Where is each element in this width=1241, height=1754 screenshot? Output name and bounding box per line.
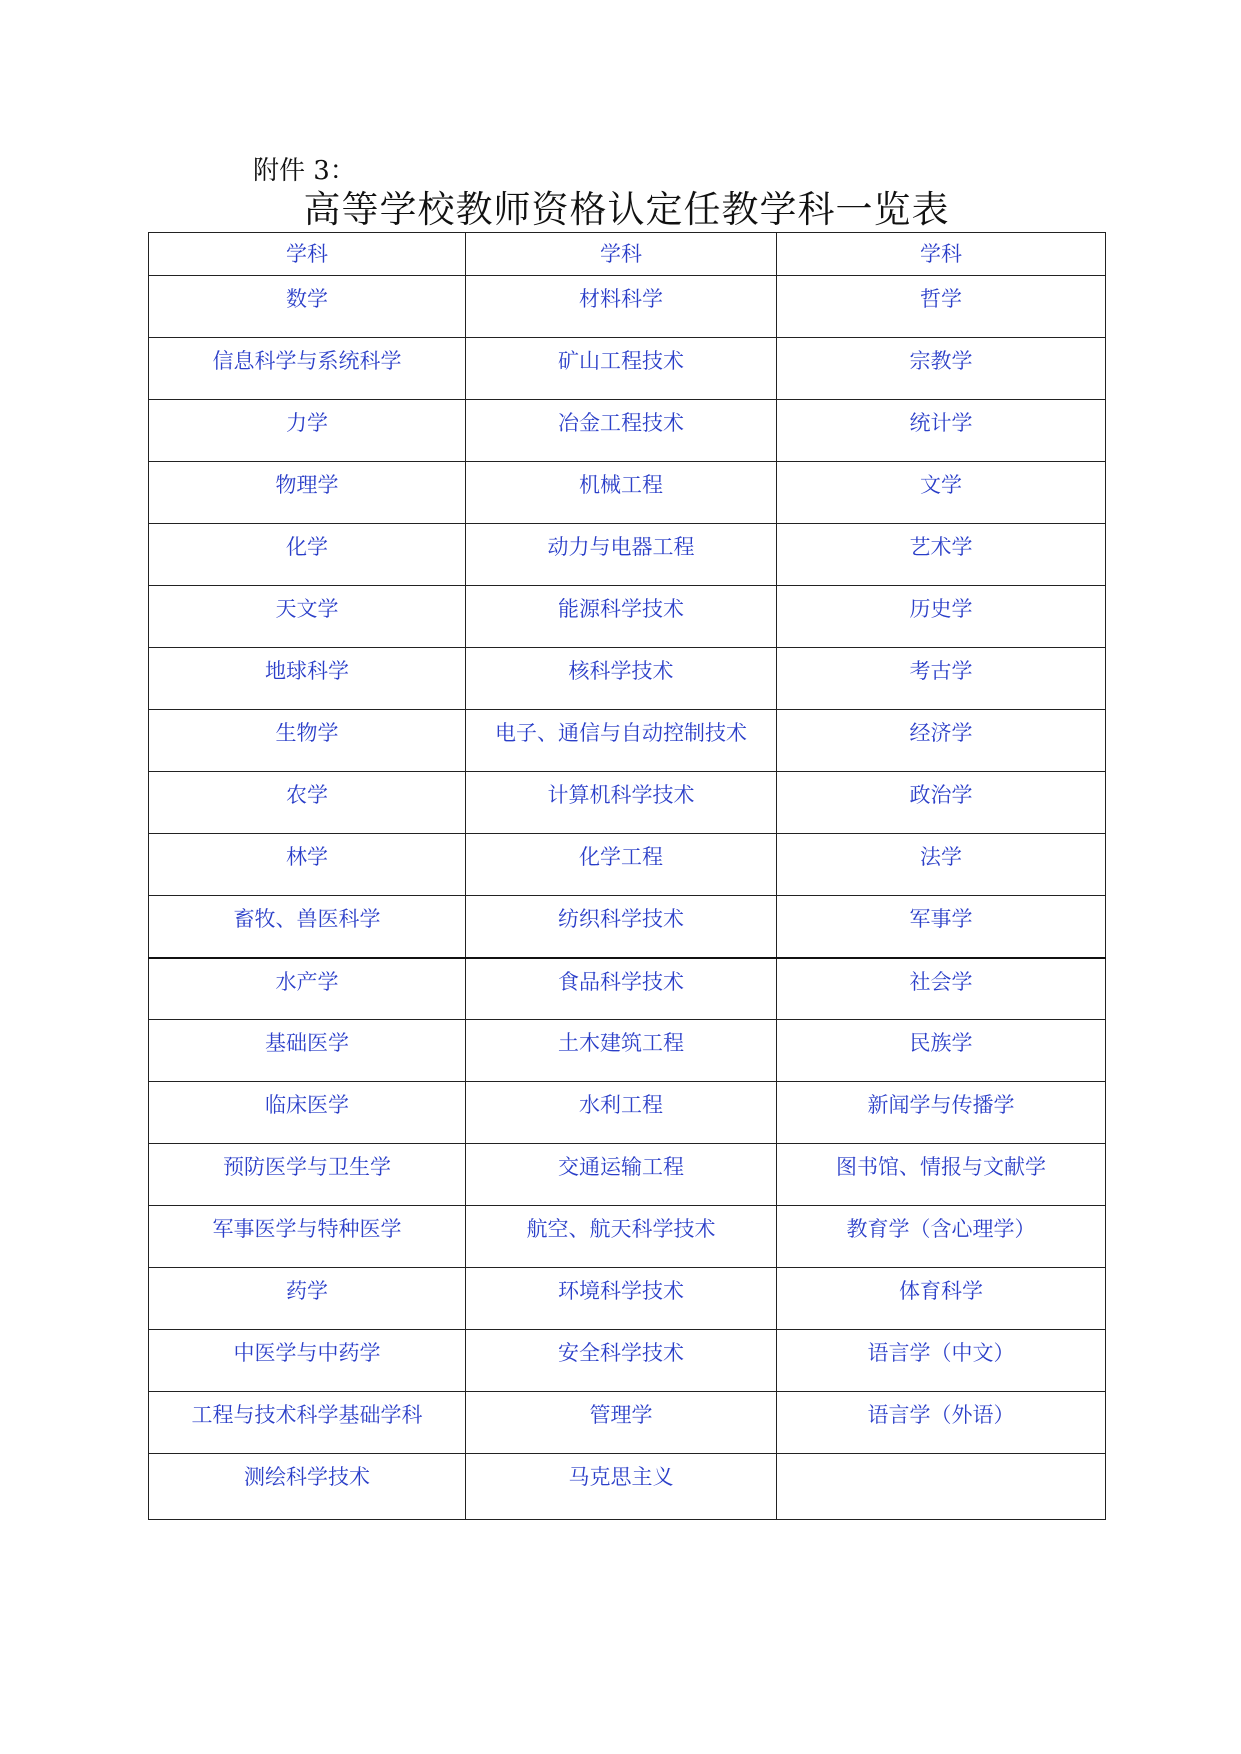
table-cell: 体育科学 <box>777 1268 1106 1330</box>
table-cell: 机械工程 <box>466 462 777 524</box>
subjects-table <box>148 232 1106 1520</box>
table-row <box>149 1020 1106 1082</box>
table-row <box>149 1454 1106 1520</box>
table-row <box>149 586 1106 648</box>
table-cell <box>777 1454 1106 1520</box>
table-cell: 教育学（含心理学） <box>777 1206 1106 1268</box>
table-row <box>149 1206 1106 1268</box>
table-cell: 管理学 <box>466 1392 777 1454</box>
table-cell: 民族学 <box>777 1020 1106 1082</box>
table-row <box>149 834 1106 896</box>
table-row <box>149 1268 1106 1330</box>
table-cell: 信息科学与系统科学 <box>149 338 466 400</box>
table-cell: 中医学与中药学 <box>149 1330 466 1392</box>
column-header: 学科 <box>777 233 1106 276</box>
table-cell: 药学 <box>149 1268 466 1330</box>
attachment-label: 附件 3： <box>253 156 356 186</box>
table-cell: 动力与电器工程 <box>466 524 777 586</box>
table-cell: 计算机科学技术 <box>466 772 777 834</box>
table-cell: 力学 <box>149 400 466 462</box>
table-cell: 测绘科学技术 <box>149 1454 466 1520</box>
table-cell: 宗教学 <box>777 338 1106 400</box>
table-row <box>149 524 1106 586</box>
table-cell: 土木建筑工程 <box>466 1020 777 1082</box>
table-cell: 基础医学 <box>149 1020 466 1082</box>
table-cell: 安全科学技术 <box>466 1330 777 1392</box>
table-cell: 纺织科学技术 <box>466 896 777 958</box>
table-cell: 图书馆、情报与文献学 <box>777 1144 1106 1206</box>
table-cell: 矿山工程技术 <box>466 338 777 400</box>
table-cell: 农学 <box>149 772 466 834</box>
table-cell: 材料科学 <box>466 276 777 338</box>
table-row <box>149 1144 1106 1206</box>
table-cell: 工程与技术科学基础学科 <box>149 1392 466 1454</box>
table-cell: 水产学 <box>149 958 466 1020</box>
table-cell: 考古学 <box>777 648 1106 710</box>
column-header: 学科 <box>466 233 777 276</box>
table-cell: 语言学（中文） <box>777 1330 1106 1392</box>
table-cell: 冶金工程技术 <box>466 400 777 462</box>
table-cell: 数学 <box>149 276 466 338</box>
table-cell: 哲学 <box>777 276 1106 338</box>
table-cell: 艺术学 <box>777 524 1106 586</box>
table-cell: 历史学 <box>777 586 1106 648</box>
table-row <box>149 1082 1106 1144</box>
table-cell: 食品科学技术 <box>466 958 777 1020</box>
table-row <box>149 648 1106 710</box>
table-cell: 核科学技术 <box>466 648 777 710</box>
table-cell: 军事学 <box>777 896 1106 958</box>
table-cell: 能源科学技术 <box>466 586 777 648</box>
table-cell: 交通运输工程 <box>466 1144 777 1206</box>
table-cell: 物理学 <box>149 462 466 524</box>
table-row <box>149 462 1106 524</box>
document-title: 高等学校教师资格认定任教学科一览表 <box>303 188 950 231</box>
table-cell: 语言学（外语） <box>777 1392 1106 1454</box>
table-cell: 法学 <box>777 834 1106 896</box>
table-cell: 军事医学与特种医学 <box>149 1206 466 1268</box>
table-row <box>149 338 1106 400</box>
table-cell: 政治学 <box>777 772 1106 834</box>
table-row <box>149 958 1106 1020</box>
table-cell: 化学 <box>149 524 466 586</box>
table-cell: 生物学 <box>149 710 466 772</box>
table-cell: 经济学 <box>777 710 1106 772</box>
table-header-row <box>149 233 1106 276</box>
table-cell: 地球科学 <box>149 648 466 710</box>
table-cell: 临床医学 <box>149 1082 466 1144</box>
table-cell: 电子、通信与自动控制技术 <box>466 710 777 772</box>
table-row <box>149 710 1106 772</box>
table-cell: 马克思主义 <box>466 1454 777 1520</box>
table-cell: 社会学 <box>777 958 1106 1020</box>
table-row <box>149 772 1106 834</box>
table-cell: 航空、航天科学技术 <box>466 1206 777 1268</box>
table-row <box>149 276 1106 338</box>
table-cell: 新闻学与传播学 <box>777 1082 1106 1144</box>
table-cell: 天文学 <box>149 586 466 648</box>
table-cell: 林学 <box>149 834 466 896</box>
table-cell: 水利工程 <box>466 1082 777 1144</box>
table-row <box>149 400 1106 462</box>
table-cell: 预防医学与卫生学 <box>149 1144 466 1206</box>
table-cell: 统计学 <box>777 400 1106 462</box>
table-row <box>149 1330 1106 1392</box>
table-row <box>149 896 1106 958</box>
table-cell: 文学 <box>777 462 1106 524</box>
column-header: 学科 <box>149 233 466 276</box>
table-cell: 畜牧、兽医科学 <box>149 896 466 958</box>
table-cell: 环境科学技术 <box>466 1268 777 1330</box>
table-cell: 化学工程 <box>466 834 777 896</box>
table-row <box>149 1392 1106 1454</box>
